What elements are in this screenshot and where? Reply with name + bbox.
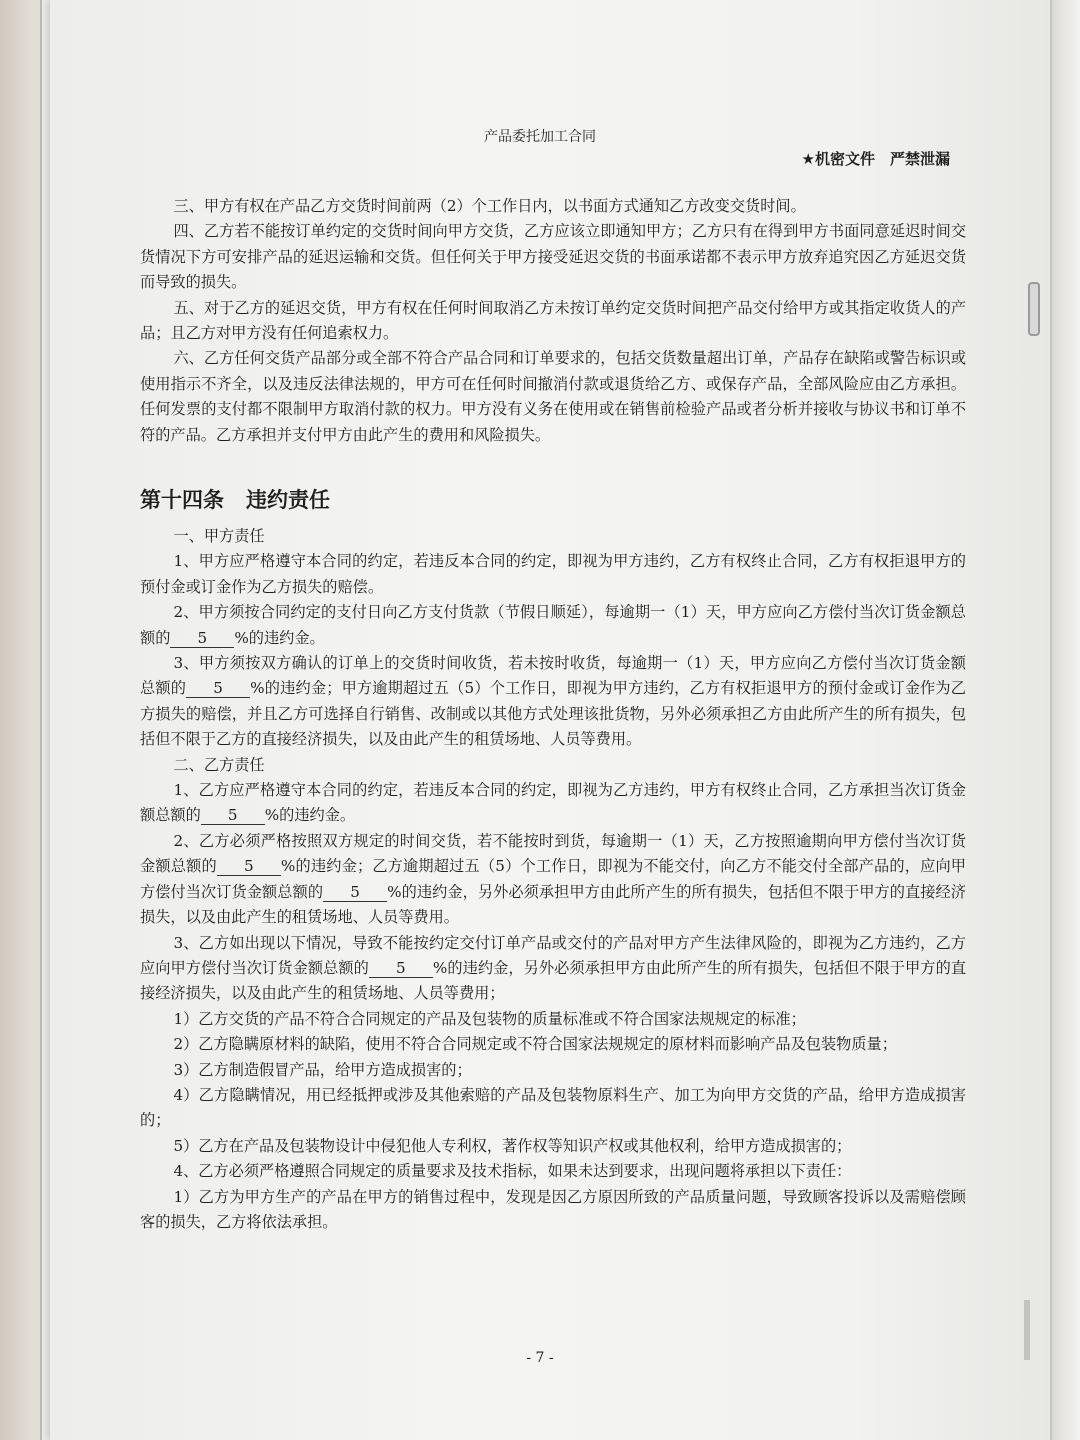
confidential-mark: ★机密文件 严禁泄漏 bbox=[801, 150, 950, 168]
article-14-heading bbox=[140, 484, 330, 514]
clause-5: 五、对于乙方的延迟交货，甲方有权在任何时间取消乙方未按订单约定交货时间把产品交付给甲方或其指定收货人的产品；且乙方对甲方没有任何追索权力。 bbox=[140, 298, 966, 343]
clause-6: 六、乙方任何交货产品部分或全部不符合产品合同和订单要求的，包括交货数量超出订单，产品存在缺陷或警告标识或使用指示不齐全，以及违反法律法规的，甲方可在任何时间撤消付款或退货给乙方、或保存产品，全部风险应由乙方承担。任何发票的支付都不限制甲方取消付款的权力。甲方没有义务在使用或在销售前检验产品或者分析并接收与协议书和订单不符的产品。乙方承担并支付甲方由此产生的费用和风险损失。 bbox=[140, 349, 966, 444]
party-a-clause-2: 2、甲方须按合同约定的支付日向乙方支付货款（节假日顺延），每逾期一（1）天，甲方应向乙方偿付当次订货金额总额的 5 %的违约金。 bbox=[140, 603, 966, 647]
page-number: - 7 - bbox=[526, 1350, 554, 1366]
party-b-clause-2: 2、乙方必须严格按照双方规定的时间交货，若不能按时到货，每逾期一（1）天，乙方按照逾期向甲方偿付当次订货金额总额的 5 %的违约金；乙方逾期超过五（5）个工作日，即视为不能交付，向乙方不能交付全部产品的，应向甲方偿付当次订货金额总额的 5 %的违约金，另外必须承担甲方由此所产生的所有损失，包括但不限于甲方的直接经济损失，以及由此产生的租赁场地、人员等费用。 bbox=[140, 831, 966, 927]
list-item: 1）乙方为甲方生产的产品在甲方的销售过程中，发现是因乙方原因所致的产品质量问题，导致顾客投诉以及需赔偿顾客的损失，乙方将依法承担。 bbox=[140, 1187, 966, 1231]
penalty-rate-blank: 5 bbox=[217, 857, 281, 876]
clause-4: 四、乙方若不能按订单约定的交货时间向甲方交货，乙方应该立即通知甲方；乙方只有在得到甲方书面同意延迟时间交货情况下方可安排产品的延迟运输和交货。但任何关于甲方接受延迟交货的书面承诺都不表示甲方放弃追究因乙方延迟交货而导致的损失。 bbox=[140, 222, 966, 292]
list-item: 5）乙方在产品及包装物设计中侵犯他人专利权，著作权等知识产权或其他权利，给甲方造成损害的； bbox=[173, 1136, 852, 1155]
penalty-rate-blank: 5 bbox=[201, 806, 265, 825]
staple bbox=[1028, 282, 1040, 336]
article-14-body bbox=[140, 524, 966, 1235]
list-item: 3）乙方制造假冒产品，给甲方造成损害的； bbox=[173, 1060, 472, 1079]
penalty-rate-blank: 5 bbox=[323, 883, 387, 902]
party-b-clause-3: 3、乙方如出现以下情况，导致不能按约定交付订单产品或交付的产品对甲方产生法律风险的，即视为乙方违约，乙方应向甲方偿付当次订货金额总额的 5 %的违约金，另外必须承担甲方由此所产生的所有损失，包括但不限于甲方的直接经济损失，以及由此产生的租赁场地、人员等费用； bbox=[140, 933, 967, 1003]
clause-3: 三、甲方有权在产品乙方交货时间前两（2）个工作日内，以书面方式通知乙方改变交货时间。 bbox=[173, 197, 806, 215]
document-header-title: 产品委托加工合同 bbox=[484, 129, 596, 145]
section13-tail bbox=[140, 194, 966, 448]
party-a-clause-1: 1、甲方应严格遵守本合同的约定，若违反本合同的约定，即视为甲方违约，乙方有权终止合同，乙方有权拒退甲方的预付金或订金作为乙方损失的赔偿。 bbox=[140, 552, 966, 596]
penalty-rate-blank: 5 bbox=[170, 629, 234, 648]
list-item: 4）乙方隐瞒情况，用已经抵押或涉及其他索赔的产品及包装物原料生产、加工为向甲方交货的产品，给甲方造成损害的； bbox=[140, 1085, 966, 1130]
penalty-rate-blank: 5 bbox=[186, 679, 250, 698]
party-b-clause-1: 1、乙方应严格遵守本合同的约定，若违反本合同的约定，即视为乙方违约，甲方有权终止合同，乙方承担当次订货金额总额的 5 %的违约金。 bbox=[140, 781, 966, 825]
article-title: 违约责任 bbox=[246, 488, 330, 512]
party-b-heading: 二、乙方责任 bbox=[173, 755, 265, 774]
list-item: 1）乙方交货的产品不符合合同规定的产品及包装物的质量标准或不符合国家法规规定的标准； bbox=[173, 1009, 806, 1028]
party-a-heading: 一、甲方责任 bbox=[173, 527, 265, 545]
article-number: 第十四条 bbox=[140, 488, 224, 512]
party-a-clause-3: 3、甲方须按双方确认的订单上的交货时间收货，若未按时收货，每逾期一（1）天，甲方应向乙方偿付当次订货金额总额的 5 %的违约金；甲方逾期超过五（5）个工作日，即视为甲方违约，乙方有权拒退甲方的预付金或订金作为乙方损失的赔偿，并且乙方可选择自行销售、改制或以其他方式处理该批货物，另外必须承担乙方由此所产生的所有损失，包括但不限于乙方的直接经济损失，以及由此产生的租赁场地、人员等费用。 bbox=[140, 654, 966, 749]
booklet-spine bbox=[1024, 1300, 1030, 1360]
list-item: 2）乙方隐瞒原材料的缺陷，使用不符合合同规定或不符合国家法规规定的原材料而影响产品及包装物质量； bbox=[173, 1035, 897, 1054]
party-b-clause-4: 4、乙方必须严格遵照合同规定的质量要求及技术指标，如果未达到要求，出现问题将承担以下责任： bbox=[173, 1162, 852, 1181]
penalty-rate-blank: 5 bbox=[369, 959, 433, 978]
